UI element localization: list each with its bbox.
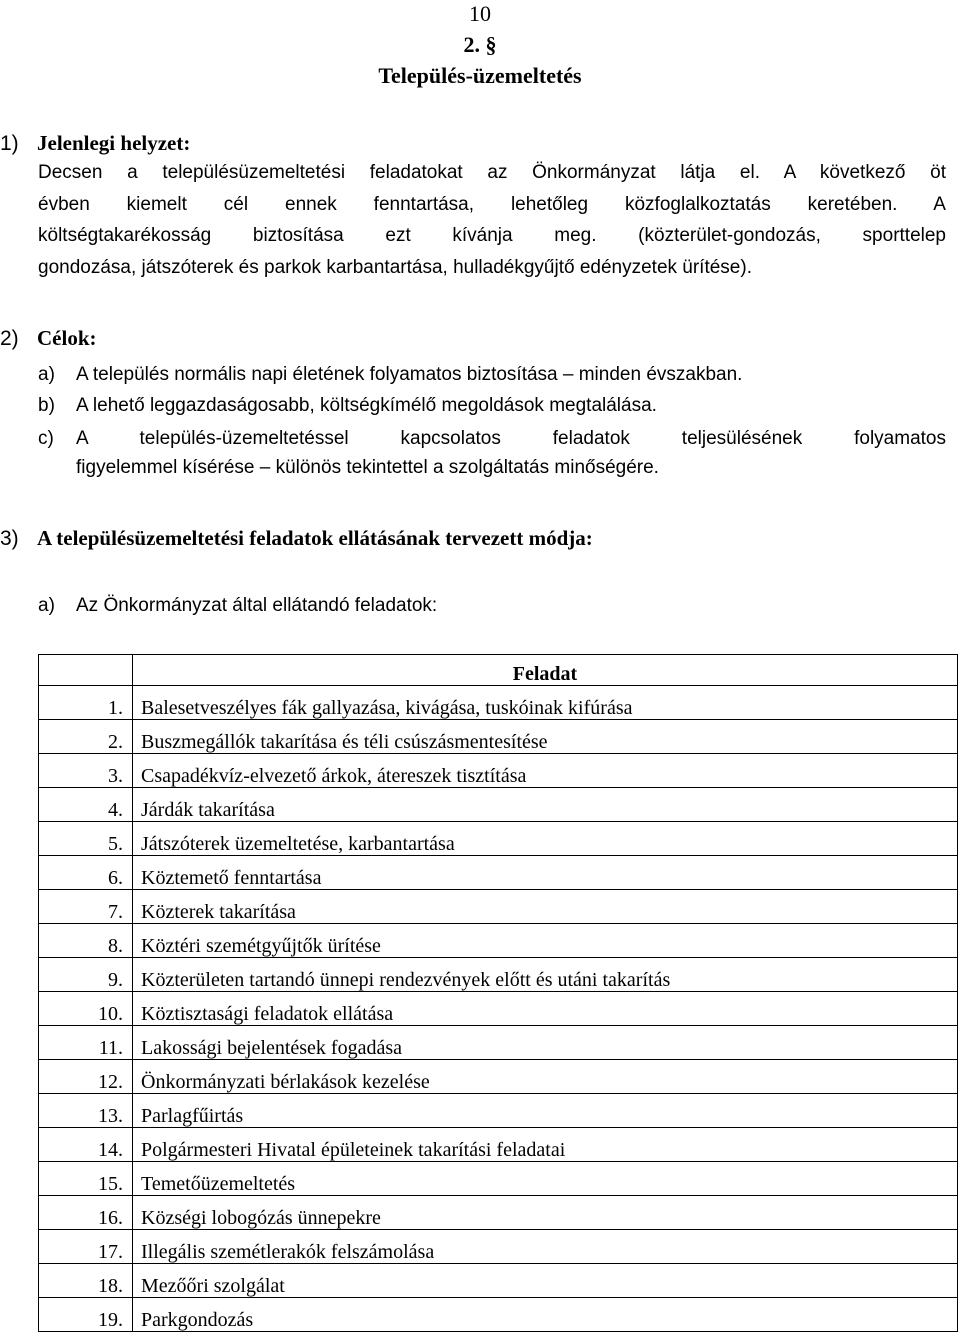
- table-cell-task: Lakossági bejelentések fogadása: [133, 1026, 958, 1060]
- table-cell-index: 15.: [39, 1162, 133, 1196]
- section2-heading: [0, 324, 97, 353]
- section1-paragraph: [38, 157, 946, 283]
- goal-item-a: [38, 360, 946, 389]
- table-row: [39, 822, 958, 856]
- table-cell-task: Községi lobogózás ünnepekre: [133, 1196, 958, 1230]
- table-cell-index: 16.: [39, 1196, 133, 1230]
- table-cell-index: 7.: [39, 890, 133, 924]
- table-cell-index: 4.: [39, 788, 133, 822]
- table-cell-task: Polgármesteri Hivatal épületeinek takarítási feladatai: [133, 1128, 958, 1162]
- section2-title: Célok:: [37, 326, 97, 350]
- table-header-index: [39, 655, 133, 686]
- table-row: [39, 686, 958, 720]
- table-cell-task: Balesetveszélyes fák gallyazása, kivágása, tuskóinak kifúrása: [133, 686, 958, 720]
- section3-sub-text: Az Önkormányzat által ellátandó feladatok:: [76, 595, 438, 616]
- section3-sub-label: a): [38, 595, 55, 616]
- section-marker: 2. §: [463, 32, 497, 57]
- section1-title: Jelenlegi helyzet:: [37, 131, 191, 155]
- table-cell-task: Illegális szemétlerakók felszámolása: [133, 1230, 958, 1264]
- task-table: [38, 654, 958, 1332]
- table-cell-task: Csapadékvíz-elvezető árkok, átereszek tisztítása: [133, 754, 958, 788]
- page-title: Település-üzemeltetés: [378, 63, 582, 88]
- table-cell-task: Önkormányzati bérlakások kezelése: [133, 1060, 958, 1094]
- table-row: [39, 1298, 958, 1332]
- table-cell-index: 8.: [39, 924, 133, 958]
- table-row: [39, 1196, 958, 1230]
- section3-subheading: [38, 592, 938, 620]
- page-number: 10: [469, 1, 491, 26]
- table-cell-task: Közterületen tartandó ünnepi rendezvények előtt és utáni takarítás: [133, 958, 958, 992]
- table-row: [39, 720, 958, 754]
- table-cell-index: 5.: [39, 822, 133, 856]
- table-cell-task: Parkgondozás: [133, 1298, 958, 1332]
- table-cell-index: 11.: [39, 1026, 133, 1060]
- table-cell-index: 9.: [39, 958, 133, 992]
- section1-line-4: gondozása, játszóterek és parkok karbantartása, hulladékgyűjtő edényzetek ürítése).: [38, 256, 752, 278]
- goal-item-b: [38, 391, 946, 420]
- table-cell-index: 6.: [39, 856, 133, 890]
- section3-number: 3): [0, 527, 19, 550]
- table-row: [39, 1026, 958, 1060]
- table-row: [39, 788, 958, 822]
- table-header-task: Feladat: [133, 655, 958, 686]
- table-cell-index: 19.: [39, 1298, 133, 1332]
- table-cell-task: Közterek takarítása: [133, 890, 958, 924]
- goal-text-a: A település normális napi életének folyamatos biztosítása – minden évszakban.: [76, 364, 743, 385]
- table-cell-task: Köztisztasági feladatok ellátása: [133, 992, 958, 1026]
- table-cell-task: Köztemető fenntartása: [133, 856, 958, 890]
- goal-item-c: [38, 424, 946, 482]
- table-cell-task: Köztéri szemétgyűjtők ürítése: [133, 924, 958, 958]
- table-row: [39, 1162, 958, 1196]
- table-row: [39, 1060, 958, 1094]
- table-row: [39, 1094, 958, 1128]
- section1-number: 1): [0, 132, 19, 155]
- section1-line-3: költségtakarékosság biztosítása ezt kívánja meg. (közterület-gondozás, sporttelep: [38, 225, 946, 246]
- table-cell-index: 13.: [39, 1094, 133, 1128]
- table-cell-index: 10.: [39, 992, 133, 1026]
- table-cell-index: 1.: [39, 686, 133, 720]
- table-row: [39, 924, 958, 958]
- table-row: [39, 992, 958, 1026]
- table-cell-task: Mezőőri szolgálat: [133, 1264, 958, 1298]
- table-cell-task: Parlagfűirtás: [133, 1094, 958, 1128]
- table-cell-task: Buszmegállók takarítása és téli csúszásmentesítése: [133, 720, 958, 754]
- table-row: [39, 754, 958, 788]
- table-row: [39, 856, 958, 890]
- table-row: [39, 1230, 958, 1264]
- table-cell-index: 3.: [39, 754, 133, 788]
- section2-number: 2): [0, 327, 19, 350]
- table-header-row: [39, 655, 958, 686]
- task-table-body: [39, 686, 958, 1332]
- section1-line-2: évben kiemelt cél ennek fenntartása, lehetőleg közfoglalkoztatás keretében. A: [38, 193, 946, 215]
- goal-text-b: A lehető leggazdaságosabb, költségkímélő megoldások megtalálása.: [76, 395, 657, 416]
- section3-title: A településüzemeltetési feladatok ellátásának tervezett módja:: [37, 526, 593, 550]
- table-cell-task: Járdák takarítása: [133, 788, 958, 822]
- table-cell-index: 14.: [39, 1128, 133, 1162]
- section3-heading: [0, 524, 593, 553]
- table-cell-task: Temetőüzemeltetés: [133, 1162, 958, 1196]
- table-cell-index: 12.: [39, 1060, 133, 1094]
- table-row: [39, 958, 958, 992]
- goal-label-a: a): [38, 364, 55, 385]
- table-cell-index: 2.: [39, 720, 133, 754]
- table-cell-task: Játszóterek üzemeltetése, karbantartása: [133, 822, 958, 856]
- table-row: [39, 890, 958, 924]
- goal-label-c: c): [38, 428, 54, 449]
- table-row: [39, 1264, 958, 1298]
- goal-text-c-line2: figyelemmel kísérése – különös tekintettel a szolgáltatás minőségére.: [76, 457, 659, 478]
- table-cell-index: 17.: [39, 1230, 133, 1264]
- goal-label-b: b): [38, 395, 55, 416]
- section1-heading: [0, 129, 190, 158]
- table-row: [39, 1128, 958, 1162]
- section1-line-1: Decsen a településüzemeltetési feladatokat az Önkormányzat látja el. A következő öt: [38, 162, 946, 183]
- goal-text-c-line1: A település-üzemeltetéssel kapcsolatos feladatok teljesülésének folyamatos: [76, 428, 946, 449]
- table-cell-index: 18.: [39, 1264, 133, 1298]
